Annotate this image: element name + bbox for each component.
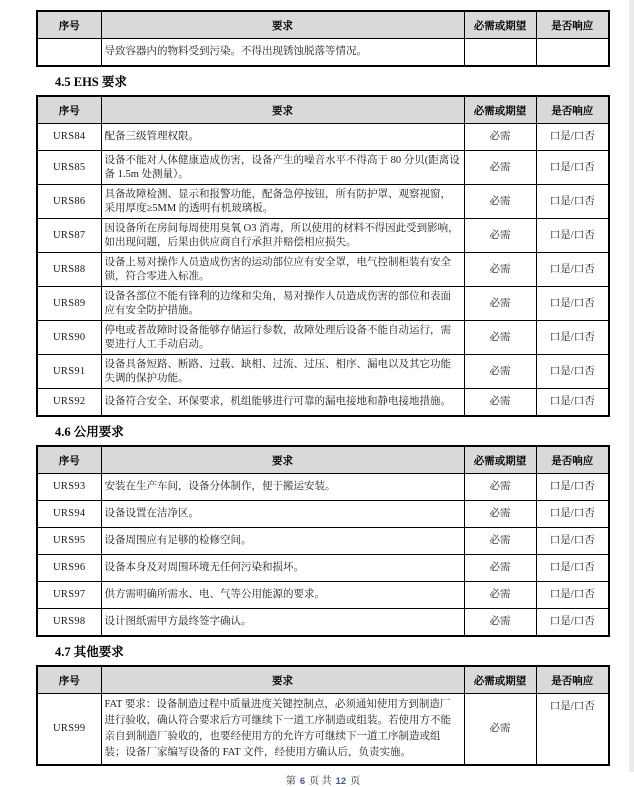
requirements-table bbox=[36, 10, 610, 67]
row-response: 口是/口否 bbox=[536, 355, 609, 389]
table-row bbox=[37, 389, 609, 417]
row-response: 口是/口否 bbox=[536, 151, 609, 185]
column-header-3: 是否响应 bbox=[536, 11, 609, 39]
row-response: 口是/口否 bbox=[536, 389, 609, 417]
column-header-1: 要求 bbox=[101, 666, 464, 694]
row-id: URS85 bbox=[37, 151, 101, 185]
row-necessity: 必需 bbox=[464, 124, 536, 151]
header-row bbox=[37, 11, 609, 39]
column-header-1: 要求 bbox=[101, 446, 464, 474]
row-response: 口是/口否 bbox=[536, 528, 609, 555]
row-requirement: 安装在生产车间，设备分体制作，便于搬运安装。 bbox=[101, 474, 464, 501]
row-necessity: 必需 bbox=[464, 694, 536, 766]
column-header-2: 必需或期望 bbox=[464, 96, 536, 124]
row-necessity: 必需 bbox=[464, 219, 536, 253]
row-response: 口是/口否 bbox=[536, 582, 609, 609]
row-response: 口是/口否 bbox=[536, 555, 609, 582]
header-row bbox=[37, 666, 609, 694]
row-requirement: 设备不能对人体健康造成伤害，设备产生的噪音水平不得高于 80 分贝(距离设备 1.5m 处测量）。 bbox=[101, 151, 464, 185]
footer-page-number: 6 bbox=[299, 776, 306, 787]
footer-label-end: 页 bbox=[350, 776, 361, 787]
row-requirement: FAT 要求：设备制造过程中质量进度关键控制点，必须通知使用方到制造厂进行验收，确认符合要求后方可继续下一道工序制造或组装。若使用方不能亲自到制造厂验收的，也要经使用方的允许方可继续下一道工序制造或组装；设备厂家编写设备的 FAT 文件，经使用方确认后，负责实施。 bbox=[101, 694, 464, 766]
section-heading: 4.7 其他要求 bbox=[55, 645, 124, 659]
column-header-3: 是否响应 bbox=[536, 666, 609, 694]
row-response: 口是/口否 bbox=[536, 219, 609, 253]
requirements-table bbox=[36, 665, 610, 766]
footer-total-pages: 12 bbox=[335, 776, 347, 787]
row-response: 口是/口否 bbox=[536, 694, 609, 766]
row-requirement: 导致容器内的物料受到污染。不得出现锈蚀脱落等情况。 bbox=[101, 39, 464, 67]
table-row bbox=[37, 124, 609, 151]
row-requirement: 设备周围应有足够的检修空间。 bbox=[101, 528, 464, 555]
table-row bbox=[37, 185, 609, 219]
row-id: URS84 bbox=[37, 124, 101, 151]
row-necessity: 必需 bbox=[464, 582, 536, 609]
row-requirement: 设备具备短路、断路、过载、缺相、过流、过压、相序、漏电以及其它功能失调的保护功能。 bbox=[101, 355, 464, 389]
row-necessity: 必需 bbox=[464, 151, 536, 185]
row-requirement: 设备上易对操作人员造成伤害的运动部位应有安全罩，电气控制柜装有安全锁，符合零进入标准。 bbox=[101, 253, 464, 287]
section-heading: 4.5 EHS 要求 bbox=[55, 75, 127, 89]
column-header-2: 必需或期望 bbox=[464, 446, 536, 474]
row-id: URS88 bbox=[37, 253, 101, 287]
table-row bbox=[37, 39, 609, 67]
column-header-0: 序号 bbox=[37, 666, 101, 694]
table-row bbox=[37, 219, 609, 253]
row-necessity: 必需 bbox=[464, 609, 536, 637]
row-response: 口是/口否 bbox=[536, 501, 609, 528]
row-requirement: 设计图纸需甲方最终签字确认。 bbox=[101, 609, 464, 637]
document-sections bbox=[36, 10, 610, 766]
row-necessity bbox=[464, 39, 536, 67]
header-row bbox=[37, 96, 609, 124]
header-row bbox=[37, 446, 609, 474]
scan-edge-strip bbox=[629, 0, 634, 772]
column-header-2: 必需或期望 bbox=[464, 666, 536, 694]
row-id: URS93 bbox=[37, 474, 101, 501]
row-response: 口是/口否 bbox=[536, 321, 609, 355]
row-id bbox=[37, 39, 101, 67]
table-row bbox=[37, 582, 609, 609]
row-id: URS94 bbox=[37, 501, 101, 528]
column-header-1: 要求 bbox=[101, 96, 464, 124]
row-requirement: 供方需明确所需水、电、气等公用能源的要求。 bbox=[101, 582, 464, 609]
row-necessity: 必需 bbox=[464, 555, 536, 582]
row-id: URS87 bbox=[37, 219, 101, 253]
row-necessity: 必需 bbox=[464, 185, 536, 219]
table-row bbox=[37, 501, 609, 528]
row-id: URS91 bbox=[37, 355, 101, 389]
table-row bbox=[37, 321, 609, 355]
table-row bbox=[37, 555, 609, 582]
row-requirement: 配备三级管理权限。 bbox=[101, 124, 464, 151]
row-necessity: 必需 bbox=[464, 287, 536, 321]
row-necessity: 必需 bbox=[464, 355, 536, 389]
footer-label-of: 页 共 bbox=[309, 776, 332, 787]
row-response: 口是/口否 bbox=[536, 185, 609, 219]
row-response: 口是/口否 bbox=[536, 253, 609, 287]
row-response: 口是/口否 bbox=[536, 287, 609, 321]
row-requirement: 设备各部位不能有锋利的边缘和尖角，易对操作人员造成伤害的部位和表面应有安全防护措施。 bbox=[101, 287, 464, 321]
requirements-table bbox=[36, 445, 610, 637]
column-header-0: 序号 bbox=[37, 11, 101, 39]
row-id: URS86 bbox=[37, 185, 101, 219]
table-row bbox=[37, 694, 609, 766]
row-response: 口是/口否 bbox=[536, 609, 609, 637]
footer-label-page: 第 bbox=[285, 776, 296, 787]
table-row bbox=[37, 528, 609, 555]
column-header-3: 是否响应 bbox=[536, 446, 609, 474]
column-header-0: 序号 bbox=[37, 96, 101, 124]
table-row bbox=[37, 474, 609, 501]
row-requirement: 设备设置在洁净区。 bbox=[101, 501, 464, 528]
row-id: URS95 bbox=[37, 528, 101, 555]
table-row bbox=[37, 609, 609, 637]
column-header-2: 必需或期望 bbox=[464, 11, 536, 39]
row-necessity: 必需 bbox=[464, 253, 536, 287]
row-response: 口是/口否 bbox=[536, 124, 609, 151]
row-response: 口是/口否 bbox=[536, 474, 609, 501]
table-row bbox=[37, 355, 609, 389]
row-requirement: 停电或者故障时设备能够存储运行参数，故障处理后设备不能自动运行，需要进行人工手动启动。 bbox=[101, 321, 464, 355]
section-heading: 4.6 公用要求 bbox=[55, 425, 124, 439]
row-id: URS99 bbox=[37, 694, 101, 766]
row-necessity: 必需 bbox=[464, 321, 536, 355]
column-header-3: 是否响应 bbox=[536, 96, 609, 124]
row-id: URS96 bbox=[37, 555, 101, 582]
row-requirement: 因设备所在房间每周使用臭氧 O3 消毒，所以使用的材料不得因此受到影响，如出现问题，后果由供应商自行承担并赔偿相应损失。 bbox=[101, 219, 464, 253]
row-id: URS97 bbox=[37, 582, 101, 609]
table-row bbox=[37, 151, 609, 185]
row-requirement: 具备故障检测、显示和报警功能，配备急停按钮，所有防护罩、观察视窗，采用厚度≥5MM 的透明有机玻璃板。 bbox=[101, 185, 464, 219]
table-row bbox=[37, 287, 609, 321]
page-footer bbox=[36, 772, 610, 787]
column-header-0: 序号 bbox=[37, 446, 101, 474]
row-id: URS89 bbox=[37, 287, 101, 321]
row-necessity: 必需 bbox=[464, 389, 536, 417]
row-response bbox=[536, 39, 609, 67]
table-row bbox=[37, 253, 609, 287]
row-id: URS92 bbox=[37, 389, 101, 417]
row-requirement: 设备本身及对周围环境无任何污染和损坏。 bbox=[101, 555, 464, 582]
row-id: URS90 bbox=[37, 321, 101, 355]
row-necessity: 必需 bbox=[464, 474, 536, 501]
row-requirement: 设备符合安全、环保要求，机组能够进行可靠的漏电接地和静电接地措施。 bbox=[101, 389, 464, 417]
row-necessity: 必需 bbox=[464, 528, 536, 555]
requirements-table bbox=[36, 95, 610, 417]
row-necessity: 必需 bbox=[464, 501, 536, 528]
column-header-1: 要求 bbox=[101, 11, 464, 39]
row-id: URS98 bbox=[37, 609, 101, 637]
